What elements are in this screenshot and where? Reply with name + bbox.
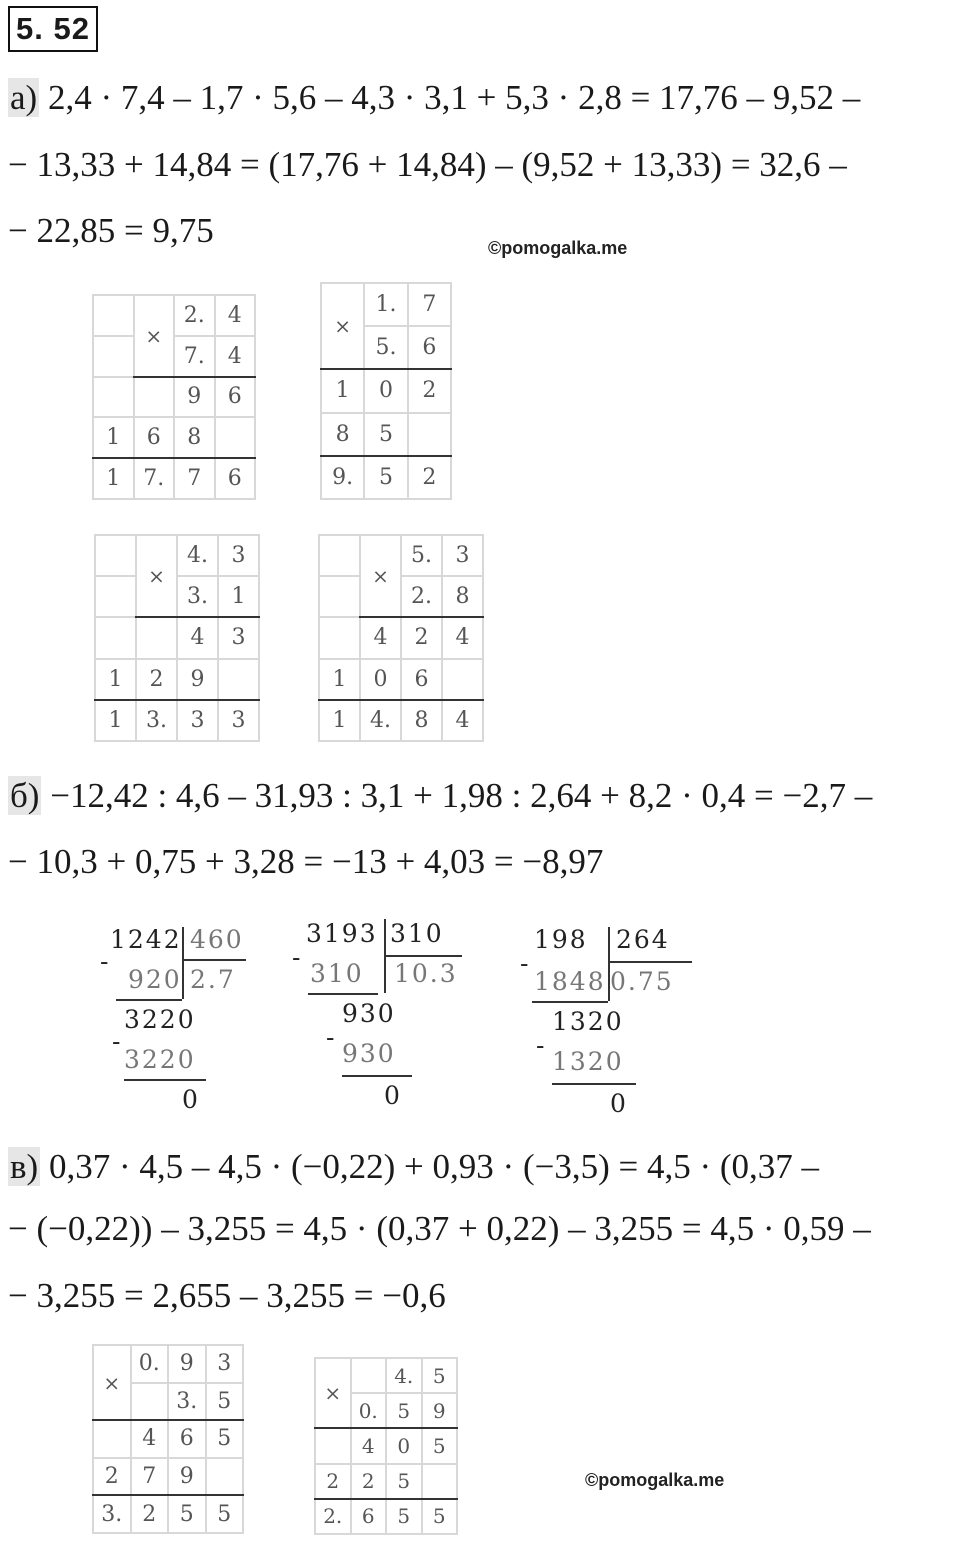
grid-cell: 3 — [218, 700, 259, 741]
grid-cell — [131, 1383, 169, 1421]
grid-cell — [95, 576, 136, 617]
grid-cell: 1 — [321, 369, 364, 412]
grid-cell: 0 — [364, 369, 407, 412]
grid-cell: 5 — [168, 1495, 206, 1533]
grid-cell: 4 — [215, 336, 256, 377]
grid-cell: 4 — [442, 700, 483, 741]
grid-cell: 5 — [422, 1499, 458, 1534]
grid-cell — [442, 659, 483, 700]
grid-cell — [93, 1420, 131, 1458]
division-divisor-underline — [184, 959, 246, 961]
division-remainder-2: 0 — [182, 1085, 200, 1114]
division-remainder-1: 1320 — [552, 1007, 624, 1036]
minus-sign: - — [520, 949, 531, 978]
grid-cell: 2. — [174, 295, 215, 336]
part-a-line-1 — [8, 78, 860, 118]
grid-cell: 1 — [93, 417, 134, 458]
grid-cell: 5 — [206, 1420, 244, 1458]
grid-cell: 7 — [408, 283, 451, 326]
division-step-line — [124, 1079, 206, 1081]
grid-cell: 5 — [364, 413, 407, 456]
grid-cell: 4. — [360, 700, 401, 741]
grid-cell: 2 — [401, 617, 442, 658]
grid-cell: 1 — [95, 659, 136, 700]
part-a-line-1-text: 2,4 · 7,4 – 1,7 · 5,6 – 4,3 · 3,1 + 5,3 · 2,8 = 17,76 – 9,52 – — [39, 78, 861, 117]
division-remainder-2: 0 — [384, 1081, 402, 1110]
grid-cell: 5. — [364, 326, 407, 369]
grid-cell: 2. — [401, 576, 442, 617]
grid-cell: 2 — [93, 1458, 131, 1496]
grid-cell: 1 — [95, 700, 136, 741]
division-quotient: 0.75 — [610, 967, 674, 996]
part-v-line-2: − (−0,22)) – 3,255 = 4,5 · (0,37 + 0,22) – 3,255 = 4,5 · 0,59 – — [8, 1209, 871, 1248]
mult-grid-4-3-x-3-1 — [94, 534, 260, 742]
grid-cell: 2 — [131, 1495, 169, 1533]
grid-cell: 0. — [351, 1393, 387, 1428]
long-division-198-by-264 — [518, 925, 698, 1120]
part-a-line-2: − 13,33 + 14,84 = (17,76 + 14,84) – (9,52 + 13,33) = 32,6 – — [8, 145, 847, 184]
grid-cell: 7 — [131, 1458, 169, 1496]
grid-cell: 6 — [351, 1499, 387, 1534]
division-subtrahend-1: 920 — [128, 965, 182, 994]
mult-grid-5-3-x-2-8 — [318, 534, 484, 742]
grid-cell — [93, 336, 134, 377]
division-divisor: 460 — [190, 925, 244, 954]
grid-cell: 7. — [134, 458, 175, 499]
grid-cell: 3. — [177, 576, 218, 617]
division-vertical-bar — [608, 927, 610, 1001]
grid-cell: 5 — [386, 1464, 422, 1499]
division-divisor: 310 — [390, 919, 444, 948]
minus-sign: - — [100, 947, 111, 976]
part-v-label: в) — [10, 1147, 39, 1186]
grid-cell: 2. — [315, 1499, 351, 1534]
times-sign: × — [321, 283, 364, 369]
grid-cell: 6 — [168, 1420, 206, 1458]
grid-cell — [351, 1358, 387, 1393]
grid-cell: 2 — [351, 1464, 387, 1499]
grid-cell: 2 — [408, 369, 451, 412]
part-v-line-1-text: 0,37 · 4,5 – 4,5 · (−0,22) + 0,93 · (−3,5) = 4,5 · (0,37 – — [40, 1147, 820, 1186]
part-b-line-2: − 10,3 + 0,75 + 3,28 = −13 + 4,03 = −8,97 — [8, 842, 604, 881]
grid-cell: 3 — [218, 617, 259, 658]
division-step-line — [532, 1001, 608, 1003]
grid-cell: 5. — [401, 535, 442, 576]
mult-grid-4-5-x-0-59 — [314, 1357, 458, 1535]
grid-cell: 9 — [177, 659, 218, 700]
grid-cell: 0 — [360, 659, 401, 700]
grid-cell: 3. — [168, 1383, 206, 1421]
grid-cell: 6 — [134, 417, 175, 458]
grid-cell — [319, 617, 360, 658]
grid-cell — [319, 576, 360, 617]
part-v-line-3: − 3,255 = 2,655 – 3,255 = −0,6 — [8, 1276, 446, 1315]
part-b-line-1-text: −12,42 : 4,6 – 31,93 : 3,1 + 1,98 : 2,64 + 8,2 · 0,4 = −2,7 – — [41, 776, 873, 815]
grid-cell: 0 — [386, 1428, 422, 1463]
grid-cell: 8 — [174, 417, 215, 458]
watermark-top: ©pomogalka.me — [488, 238, 628, 258]
grid-cell: 3. — [93, 1495, 131, 1533]
division-remainder-2: 0 — [610, 1089, 628, 1118]
long-division-1242-by-460 — [90, 925, 260, 1115]
grid-cell: 3 — [206, 1345, 244, 1383]
grid-cell: 5 — [386, 1393, 422, 1428]
grid-cell: 9 — [168, 1345, 206, 1383]
grid-cell: 3. — [136, 700, 177, 741]
part-b-label: б) — [10, 776, 40, 815]
grid-cell: 2 — [136, 659, 177, 700]
grid-cell: 5 — [206, 1495, 244, 1533]
division-subtrahend-2: 3220 — [124, 1045, 196, 1074]
grid-cell: 5 — [206, 1383, 244, 1421]
division-step-line — [552, 1083, 636, 1085]
grid-cell — [215, 417, 256, 458]
division-remainder-1: 930 — [342, 999, 396, 1028]
grid-cell: 8 — [442, 576, 483, 617]
grid-cell — [319, 535, 360, 576]
grid-cell: 4 — [131, 1420, 169, 1458]
mult-grid-0-93-x-3-5 — [92, 1344, 244, 1534]
mult-grid-2-4-x-7-4 — [92, 294, 256, 500]
grid-cell: 1 — [218, 576, 259, 617]
minus-sign: - — [536, 1031, 547, 1060]
grid-cell: 7. — [174, 336, 215, 377]
minus-sign: - — [326, 1023, 337, 1052]
division-step-line — [342, 1075, 412, 1077]
times-sign: × — [360, 535, 401, 617]
grid-cell — [93, 377, 134, 418]
grid-cell: 6 — [215, 377, 256, 418]
grid-cell: 8 — [401, 700, 442, 741]
grid-cell: 9. — [321, 456, 364, 499]
watermark-bottom: ©pomogalka.me — [585, 1470, 725, 1490]
grid-cell: 2 — [315, 1464, 351, 1499]
mult-grid-1-7-x-5-6 — [320, 282, 452, 500]
division-dividend: 3193 — [306, 919, 378, 948]
division-remainder-1: 3220 — [124, 1005, 196, 1034]
grid-cell: 1. — [364, 283, 407, 326]
grid-cell: 4 — [360, 617, 401, 658]
times-sign: × — [134, 295, 175, 377]
grid-cell: 9 — [422, 1393, 458, 1428]
grid-cell: 2 — [408, 456, 451, 499]
division-quotient: 10.3 — [394, 959, 458, 988]
grid-cell: 0. — [131, 1345, 169, 1383]
grid-cell — [136, 617, 177, 658]
long-division-3193-by-310 — [290, 915, 470, 1115]
division-step-line — [308, 993, 378, 995]
division-subtrahend-2: 1320 — [552, 1047, 624, 1076]
grid-cell — [95, 617, 136, 658]
grid-cell — [422, 1464, 458, 1499]
times-sign: × — [93, 1345, 131, 1420]
grid-cell: 4 — [177, 617, 218, 658]
grid-cell: 5 — [422, 1428, 458, 1463]
grid-cell: 8 — [321, 413, 364, 456]
grid-cell: 3 — [177, 700, 218, 741]
grid-cell: 1 — [319, 700, 360, 741]
division-step-line — [116, 999, 182, 1001]
grid-cell: 4 — [442, 617, 483, 658]
grid-cell: 9 — [174, 377, 215, 418]
grid-cell: 4 — [215, 295, 256, 336]
grid-cell — [206, 1458, 244, 1496]
grid-cell: 4. — [177, 535, 218, 576]
division-dividend: 198 — [534, 925, 588, 954]
division-subtrahend-1: 1848 — [534, 967, 606, 996]
part-b-line-1 — [8, 776, 872, 816]
part-a-line-3: − 22,85 = 9,75 — [8, 211, 214, 250]
grid-cell — [408, 413, 451, 456]
division-subtrahend-2: 930 — [342, 1039, 396, 1068]
division-quotient: 2.7 — [190, 965, 236, 994]
part-a-label: а) — [10, 78, 38, 117]
grid-cell: 1 — [319, 659, 360, 700]
grid-cell: 5 — [386, 1499, 422, 1534]
grid-cell — [93, 295, 134, 336]
grid-cell: 9 — [168, 1458, 206, 1496]
part-v-line-1 — [8, 1147, 819, 1187]
division-divisor: 264 — [616, 925, 670, 954]
grid-cell — [218, 659, 259, 700]
minus-sign: - — [112, 1027, 123, 1056]
division-vertical-bar — [182, 927, 184, 999]
grid-cell: 5 — [422, 1358, 458, 1393]
minus-sign: - — [292, 943, 303, 972]
grid-cell: 6 — [408, 326, 451, 369]
division-dividend: 1242 — [110, 925, 182, 954]
division-subtrahend-1: 310 — [310, 959, 364, 988]
division-divisor-underline — [386, 955, 462, 957]
grid-cell: 3 — [442, 535, 483, 576]
grid-cell: 4 — [351, 1428, 387, 1463]
times-sign: × — [136, 535, 177, 617]
grid-cell: 1 — [93, 458, 134, 499]
grid-cell: 6 — [401, 659, 442, 700]
grid-cell: 3 — [218, 535, 259, 576]
task-number: 5. 52 — [8, 6, 98, 52]
grid-cell — [95, 535, 136, 576]
division-divisor-underline — [610, 961, 692, 963]
grid-cell: 7 — [174, 458, 215, 499]
grid-cell: 4. — [386, 1358, 422, 1393]
grid-cell — [315, 1428, 351, 1463]
times-sign: × — [315, 1358, 351, 1428]
grid-cell: 5 — [364, 456, 407, 499]
grid-cell: 6 — [215, 458, 256, 499]
grid-cell — [134, 377, 175, 418]
